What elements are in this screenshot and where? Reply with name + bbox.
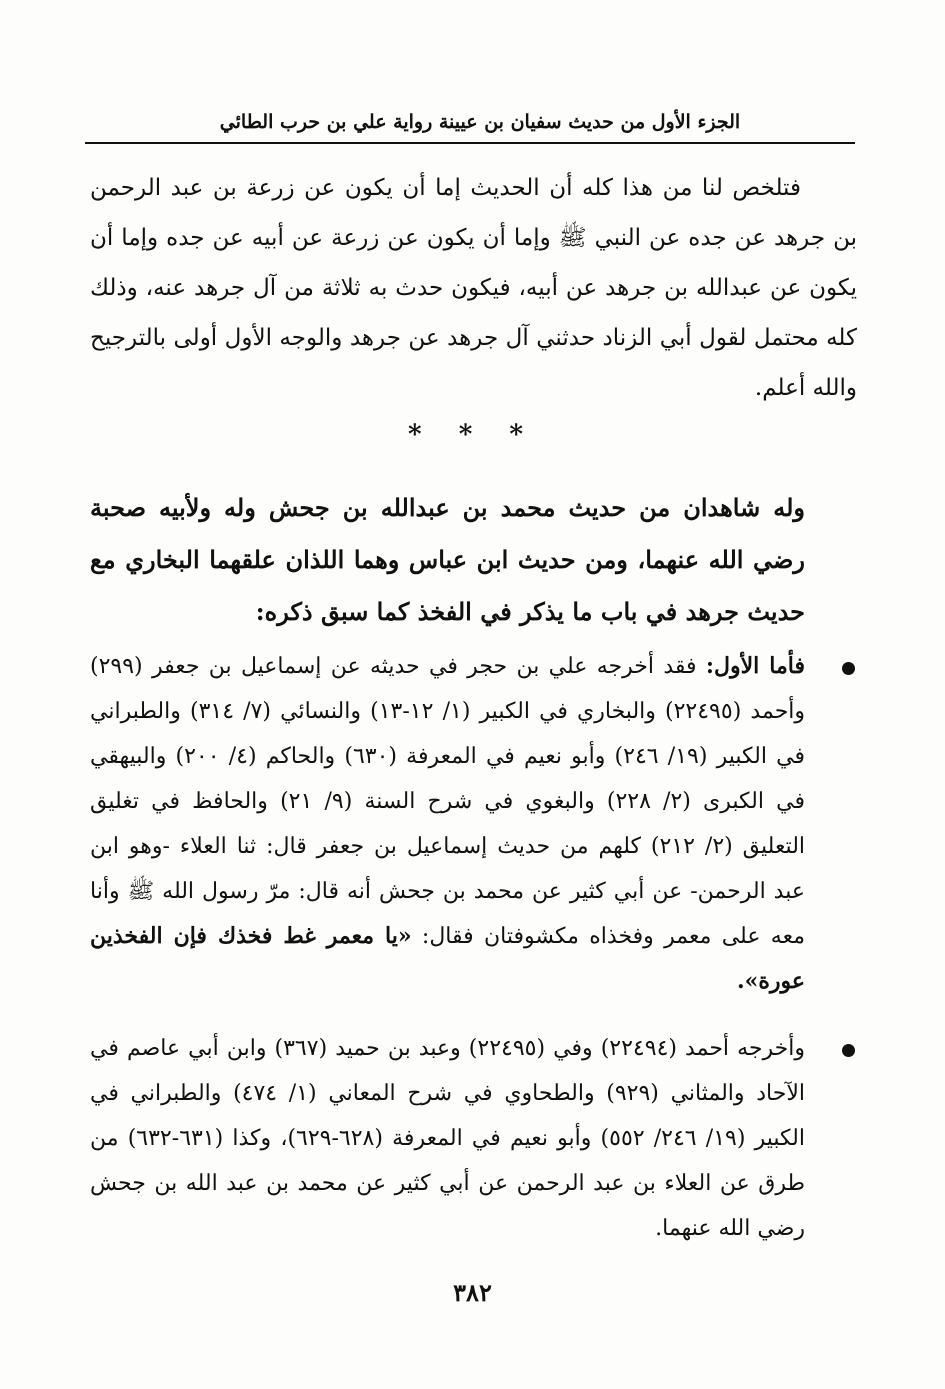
- bullet-icon: [842, 662, 855, 675]
- list-item-second-source: [90, 1026, 805, 1251]
- witnesses-intro-paragraph: وله شاهدان من حديث محمد بن عبدالله بن جحش وله ولأبيه صحبة رضي الله عنهما، ومن حديث ابن عباس وهما اللذان علقهما البخاري مع حديث جرهد في باب ما يذكر في الفخذ كما سبق ذكره:: [90, 493, 805, 626]
- second-source-text: وأخرجه أحمد (٢٢٤٩٤) وفي (٢٢٤٩٥) وعبد بن حميد (٣٦٧) وابن أبي عاصم في الآحاد والمثاني (٩٢٩) والطحاوي في شرح المعاني (١/ ٤٧٤) والطبراني في الكبير (١٩/ ٢٤٦/ ٥٥٢) وأبو نعيم في المعرفة (٦٢٨-٦٢٩)، وكذا (٦٣١-٦٣٢) من طرق عن العلاء بن عبد الرحمن عن أبي كثير عن محمد بن عبد الله بن جحش رضي الله عنهما.: [90, 1036, 806, 1241]
- section-separator: * * *: [408, 420, 537, 450]
- header-rule: [85, 142, 855, 144]
- summary-paragraph: [90, 163, 857, 413]
- page-number: ٣٨٢: [453, 1278, 492, 1307]
- bullet-icon: [842, 1044, 855, 1057]
- running-header-title: الجزء الأول من حديث سفيان بن عيينة رواية علي بن حرب الطائي: [219, 111, 741, 133]
- list-item-first-witness: [90, 644, 805, 1004]
- summary-paragraph-text: فتلخص لنا من هذا كله أن الحديث إما أن يكون عن زرعة بن عبد الرحمن بن جرهد عن جده عن النبي ﷺ وإما أن يكون عن زرعة عن أبيه عن جده وإما أن يكون عن عبدالله بن جرهد عن أبيه، فيكون حدث به ثلاثة من آل جرهد عنه، وذلك كله محتمل لقول أبي الزناد حدثني آل جرهد عن جرهد والوجه الأول أولى بالترجيح والله أعلم.: [90, 175, 857, 401]
- first-witness-text: [90, 644, 805, 1004]
- first-witness-body: فقد أخرجه علي بن حجر في حديثه عن إسماعيل بن جعفر (٢٩٩) وأحمد (٢٢٤٩٥) والبخاري في الكبير (١/ ١٢-١٣) والنسائي (٧/ ٣١٤) والطبراني في الكبير (١٩/ ٢٤٦) وأبو نعيم في المعرفة (٦٣٠) والحاكم (٤/ ٢٠٠) والبيهقي في الكبرى (٢/ ٢٢٨) والبغوي في شرح السنة (٩/ ٢١) والحافظ في تغليق التعليق (٢/ ٢١٢) كلهم من حديث إسماعيل بن جعفر قال: ثنا العلاء -وهو ابن عبد الرحمن- عن أبي كثير عن محمد بن جحش أنه قال: مرّ رسول الله ﷺ وأنا معه على معمر وفخذاه مكشوفتان فقال:: [90, 654, 806, 949]
- first-witness-lead: فأما الأول:: [705, 653, 805, 679]
- hadith-quote: «يا معمر غط فخذك فإن الفخذين عورة».: [90, 923, 805, 994]
